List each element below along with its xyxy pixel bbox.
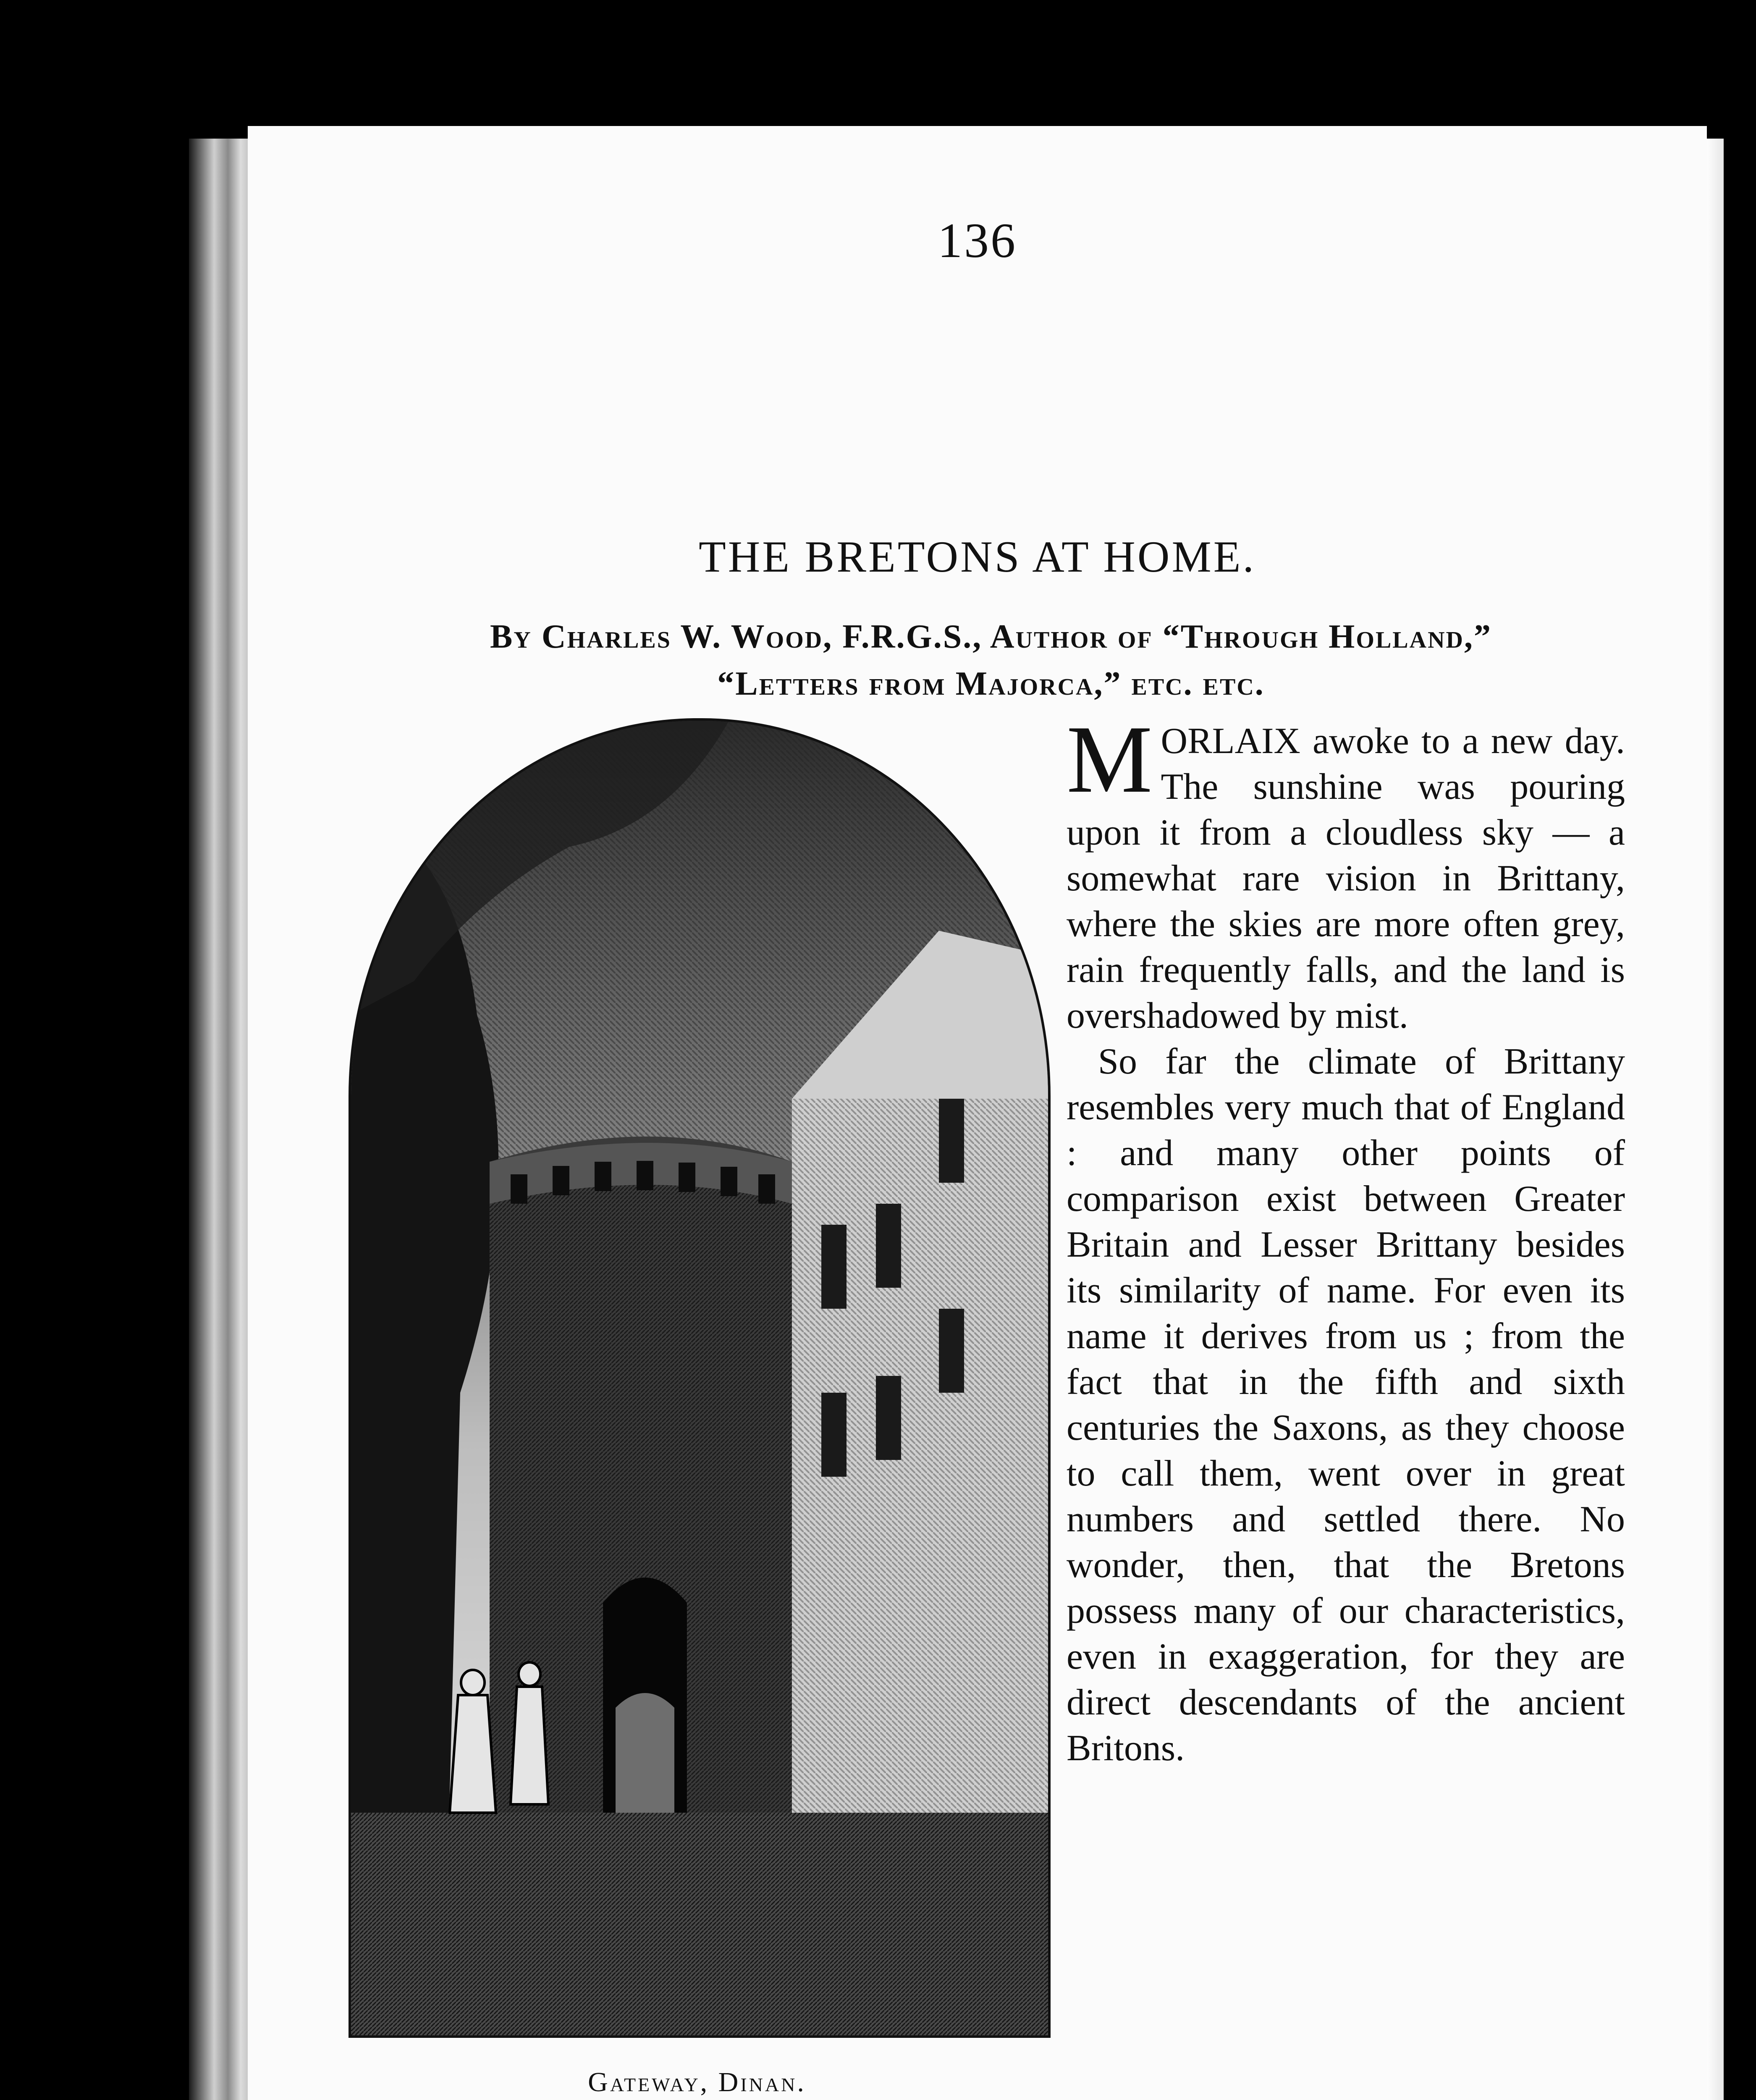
byline-line-1: By Charles W. Wood, F.R.G.S., Author of “Through Holland,”: [490, 618, 1492, 655]
gateway-engraving: [349, 718, 1051, 2038]
byline: [340, 613, 1642, 707]
paragraph-1-text: ORLAIX awoke to a new day. The sunshine was pouring upon it from a cloudless sky — a somewhat rare vision in Brittany, where the skies are more often grey, rain frequently falls, and the land is overshadowed by mist.: [1067, 721, 1625, 1036]
byline-line-2: “Letters from Majorca,” etc. etc.: [717, 665, 1265, 702]
paragraph-2: So far the climate of Brittany resembles very much that of England : and many other points of comparison exist between Greater Britain and Lesser Brittany besides its similarity of name. For even its name it derives from us ; from the fact that in the fifth and sixth centuries the Saxons, as they choose to call them, went over in great numbers and settled there. No wonder, then, that the Bretons possess many of our characteristics, even in exaggeration, for they are direct descendants of the ancient Britons.: [1067, 1041, 1625, 1769]
facing-page-edge: [1707, 139, 1724, 2100]
page-number: 136: [938, 213, 1017, 268]
engraving-illustration: [351, 721, 1048, 2035]
right-text-column: [1067, 706, 1625, 1771]
article-title: THE BRETONS AT HOME.: [699, 532, 1256, 581]
book-spine-edge: [189, 139, 252, 2100]
paragraph-1: [1067, 706, 1625, 1039]
figure-caption: Gateway, Dinan.: [588, 2067, 806, 2097]
book-page: [248, 126, 1707, 2100]
drop-cap: M: [1067, 706, 1153, 813]
